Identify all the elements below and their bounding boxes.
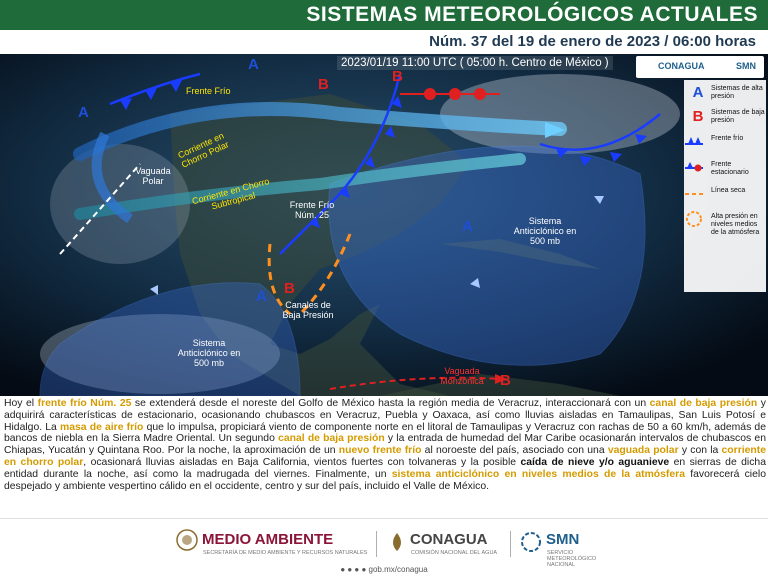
conagua-footer-logo: CONAGUA [410, 531, 488, 548]
dry-line-icon [684, 184, 704, 202]
keyword-polar-jet: corriente en chorro polar [4, 445, 766, 468]
medio-ambiente-logo: MEDIO AMBIENTE [202, 531, 334, 548]
mid-level-high-icon [684, 210, 704, 228]
label-cold-front-25: Frente Frío Núm. 25 [289, 200, 335, 220]
label-cold-front-north: Frente Frío [186, 86, 231, 96]
description-text: que lo impulsa, propiciará viento de componente norte en el litoral de Tamaulipas y Veracruz con rachas de 50 a 60 km/h, además de bancos de niebla en la Sierra Madre Oriental. Un segundo [4, 421, 766, 445]
label-monsoon-trough: Vaguada Monzónica [440, 366, 484, 386]
label-polar-trough: Vaguada Polar [135, 166, 171, 186]
keyword-cold-front-25: frente frío Núm. 25 [37, 398, 132, 409]
high-pressure-northwest: A [78, 104, 89, 121]
stationary-front-bump-2 [449, 88, 461, 100]
low-pressure-north: B [318, 76, 329, 93]
keyword-snow: caída de nieve y/o aguanieve [520, 456, 670, 468]
cold-front-icon [684, 132, 704, 150]
label-polar-jet: Corriente en Chorro Polar [176, 130, 231, 170]
low-pressure-south: B [500, 372, 511, 389]
legend-label: Alta presión en niveles medios de la atmósfera [711, 213, 760, 236]
smn-globe-icon [520, 531, 542, 553]
low-pressure-northeast: B [392, 68, 403, 85]
smn-footer-logo: SMN [546, 531, 580, 548]
legend-symbol: B [692, 108, 704, 125]
image-timestamp: 2023/01/19 11:00 UTC ( 05:00 h. Centro de México ) [337, 56, 613, 70]
medio-ambiente-subtitle: SECRETARÍA DE MEDIO AMBIENTE Y RECURSOS NATURALES [203, 550, 368, 556]
weather-description [4, 398, 766, 516]
smn-subtitle: SERVICIO METEOROLÓGICO NACIONAL [547, 550, 597, 568]
map-graphics [0, 54, 768, 396]
legend-high-pressure [684, 82, 766, 106]
legend-label: Sistemas de alta presión [711, 85, 763, 100]
footer-separator [376, 531, 377, 557]
social-links[interactable] [0, 565, 768, 574]
high-pressure-gulf: A [462, 218, 473, 235]
footer-separator [510, 531, 511, 557]
description-text: y con la [678, 445, 722, 457]
legend-label: Sistemas de baja presión [711, 109, 765, 124]
weather-map [0, 54, 768, 396]
keyword-new-cold-front: nuevo frente frío [338, 445, 422, 457]
website-link[interactable]: gob.mx/conagua [368, 565, 428, 574]
description-text: y adquirirá características de estacionario, ocasionando chubascos en Veracruz, Puebla y Oaxaca, así como lluvias aisladas en Tamaulipas, San Luis Potosí e Hidalgo. La [4, 398, 766, 433]
low-pressure-channel: B [284, 280, 295, 297]
stationary-front-bump-1 [424, 88, 436, 100]
conagua-drop-icon [386, 531, 408, 553]
bulletin-number: Núm. 37 del 19 de enero de 2023 / 06:00 horas [429, 33, 756, 50]
description-text: en sierras de dicha entidad durante la noche, así como la madrugada del viernes. Finalmente, un [4, 456, 766, 480]
description-text: Hoy el [4, 398, 38, 409]
footer [0, 518, 768, 577]
smn-logo: SMN [736, 61, 756, 71]
label-anticyclone-west: Sistema Anticiclónico en 500 mb [177, 338, 241, 368]
cloud-band-north [440, 74, 680, 154]
legend-cold-front [684, 132, 766, 156]
keyword-low-pressure-channel: canal de baja presión [649, 398, 758, 409]
page-title: SISTEMAS METEOROLÓGICOS ACTUALES [306, 3, 758, 26]
mexico-emblem-icon [176, 529, 198, 551]
keyword-low-pressure-channel-2: canal de baja presión [278, 433, 385, 445]
description-text: al noroeste del país, asociado con una [421, 445, 608, 457]
legend-label: Línea seca [711, 187, 746, 194]
description-text: favorecerá cielo despejado y ambiente vespertino cálido en el occidente, centro y sur del país, incluido el Valle de México. [4, 468, 766, 492]
social-icons[interactable]: ● ● ● ● [340, 565, 369, 574]
conagua-subtitle: COMISIÓN NACIONAL DEL AGUA [411, 550, 498, 556]
legend-label: Frente frío [711, 135, 744, 142]
label-anticyclone-east: Sistema Anticiclónico en 500 mb [513, 216, 577, 246]
legend-stationary-front [684, 158, 766, 182]
legend-label: Frente estacionario [711, 161, 749, 176]
map-logos [636, 56, 764, 78]
legend-mid-level-high [684, 210, 766, 250]
description-text: , ocasionará lluvias aisladas en Baja California, vientos fuertes con tolvaneras y la posible [83, 456, 521, 468]
conagua-logo: CONAGUA [658, 61, 705, 71]
label-low-pressure-channels: Canales de Baja Presión [282, 300, 334, 320]
keyword-polar-trough: vaguada polar [607, 445, 679, 457]
stationary-front-bump-3 [474, 88, 486, 100]
stationary-front-icon [684, 158, 704, 176]
map-legend [684, 80, 766, 292]
header [0, 0, 768, 54]
description-text: se extenderá desde el noreste del Golfo de México hasta la región media de Veracruz, interaccionará con un [131, 398, 650, 409]
legend-symbol: A [692, 84, 704, 101]
legend-low-pressure [684, 106, 766, 130]
legend-dry-line [684, 184, 766, 208]
keyword-cold-air-mass: masa de aire frío [60, 421, 144, 433]
keyword-anticyclonic-system: sistema anticiclónico en niveles medios de la atmósfera [391, 468, 685, 480]
label-subtropical-jet: Corriente en Chorro Subtropical [190, 176, 271, 212]
high-pressure-north: A [248, 56, 259, 73]
description-text: y la entrada de humedad del Mar Caribe ocasionarán intervalos de chubascos en Chiapas, Yucatán y Quintana Roo. Por la noche, la aproximación de un [4, 433, 766, 457]
high-pressure-mexico: A [256, 288, 267, 305]
